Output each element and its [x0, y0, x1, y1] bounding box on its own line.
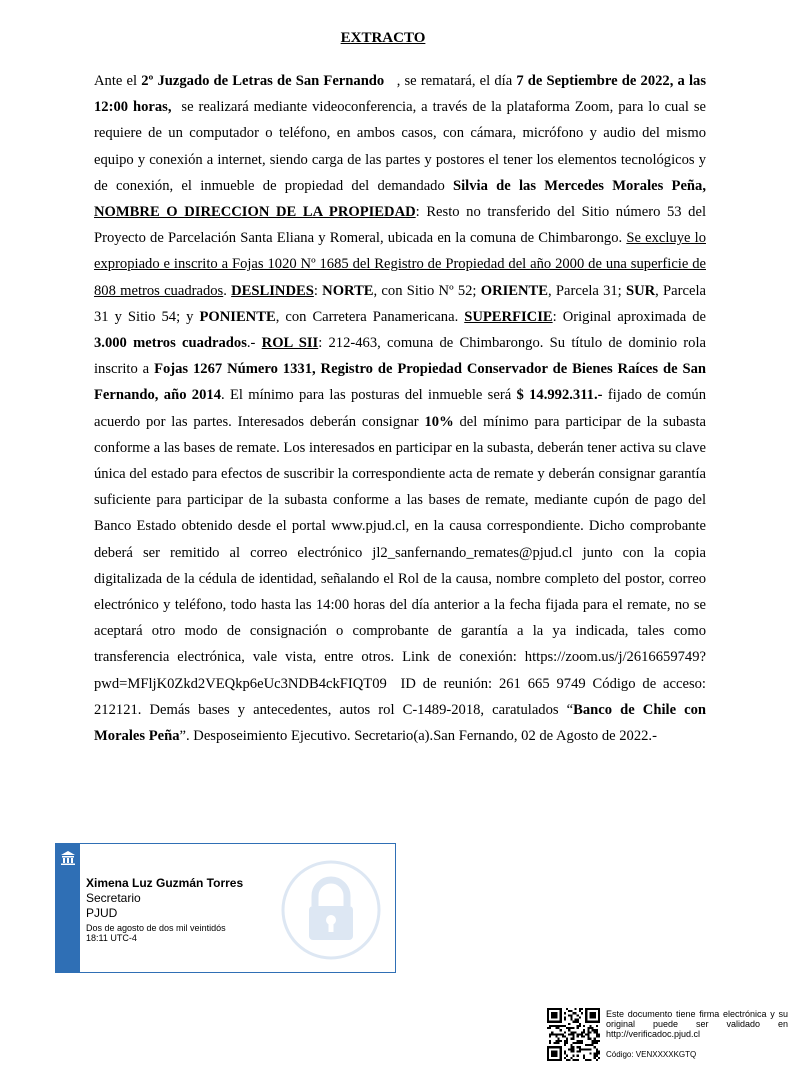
body-segment: SUPERFICIE	[464, 308, 553, 325]
body-segment: NORTE	[322, 282, 374, 299]
extract-body	[94, 68, 706, 749]
body-segment: PONIENTE	[199, 308, 276, 325]
body-segment: DESLINDES	[231, 282, 314, 299]
body-segment: , con Sitio Nº 52;	[373, 282, 481, 299]
body-segment: Banco de Chile con Morales Peña	[94, 701, 707, 745]
body-segment: 3.000 metros cuadrados	[94, 335, 247, 352]
body-segment: :	[313, 282, 323, 299]
qr-code-icon	[547, 1008, 600, 1061]
courthouse-icon	[60, 850, 76, 866]
body-segment: Se excluye lo expropiado e inscrito a Fojas 1020 Nº 1685 del Registro de Propiedad del año 2000 de una superficie de 808 metros cuadrados	[94, 230, 706, 299]
body-segment: fijado de común acuerdo por las partes. Interesados deberán consignar	[94, 387, 706, 430]
signature-time-line: 18:11 UTC-4	[86, 933, 137, 943]
body-segment: SUR	[625, 282, 656, 299]
signer-name: Ximena Luz Guzmán Torres	[86, 876, 244, 890]
body-segment: del mínimo para participar de la subasta conforme a las bases de remate. Los interesados en participar en la subasta, deberán tener activa su clave única del estado para efectos de suscribir la correspondiente acta de remate y deberán consignar garantía suficiente para participar de la subasta conforme a las bases de remate, mediante cupón de pago del Banco Estado obtenido desde el portal www.pjud.cl, en la causa correspondiente. Dicho comprobante deberá ser remitido al correo electrónico jl2_sanfernando_remates@pjud.cl junto con la copia digitalizada de la cédula de identidad, señalando el Rol de la causa, nombre completo del postor, correo electrónico y teléfono, todo hasta las 14:00 horas del día anterior a la fecha fijada para el remate, no se aceptará otro modo de consignación o comprobante de garantía a la ya indicada, tales como transferencia electrónica, vale vista, entre otros. Link de conexión: https://zoom.us/j/2616659749?pwd=MFljK0Zkd2VEQkp6eUc3NDB4ckFIQT09 ID de reunión: 261 665 9749 Código de acceso: 212121. Demás bases y antecedentes, autos rol C-1489-2018, caratulados “	[94, 413, 706, 718]
body-segment: , Parcela 31 y Sitio 54; y	[94, 282, 706, 325]
body-segment: , Parcela 31;	[548, 282, 626, 299]
lock-icon	[281, 860, 381, 960]
body-segment: ”. Desposeimiento Ejecutivo. Secretario(a).San Fernando, 02 de Agosto de 2022.-	[179, 728, 657, 745]
document-title: EXTRACTO	[340, 30, 426, 46]
body-segment: .	[223, 282, 232, 299]
verification-code: Código: VENXXXXKGTQ	[606, 1050, 697, 1059]
body-segment: Fojas 1267 Número 1331, Registro de Propiedad Conservador de Bienes Raíces de San Fernando, año 2014	[94, 361, 706, 404]
body-segment: . El mínimo para las posturas del inmueble será	[221, 387, 517, 404]
signer-role: Secretario	[86, 891, 141, 905]
body-segment: : Original aproximada de	[552, 308, 707, 325]
body-segment: ORIENTE	[480, 282, 549, 299]
signature-block	[55, 843, 396, 973]
body-segment: : 212-463, comuna de Chimbarongo. Su título de dominio rola inscrito a	[94, 335, 706, 378]
signature-date-line: Dos de agosto de dos mil veintidós	[86, 923, 226, 933]
body-segment: 7 de Septiembre de 2022, a las 12:00 horas,	[94, 73, 706, 116]
signer-organization: PJUD	[86, 906, 118, 920]
body-segment: se realizará mediante videoconferencia, a través de la plataforma Zoom, para lo cual se requiere de un computador o teléfono, en ambos casos, con cámara, micrófono y audio del mismo equipo y conexión a internet, siendo carga de las partes y postores el tener los elementos tecnológicos y de conexión, el inmueble de propiedad del demandado	[94, 99, 706, 194]
body-segment: , con Carretera Panamericana.	[275, 308, 465, 325]
signature-date	[86, 923, 243, 943]
body-segment: .-	[246, 335, 262, 352]
body-segment: $ 14.992.311.-	[516, 387, 603, 404]
body-segment: ROL SII	[261, 335, 319, 352]
body-segment: Silvia de las Mercedes Morales Peña,	[453, 177, 706, 194]
body-segment: 10%	[424, 413, 454, 430]
signature-side-bar	[56, 844, 80, 972]
body-segment: : Resto no transferido del Sitio número 53 del Proyecto de Parcelación Santa Eliana y Romeral, ubicada en la comuna de Chimbarongo.	[94, 204, 706, 247]
body-segment: NOMBRE O DIRECCION DE LA PROPIEDAD	[94, 204, 416, 221]
body-segment: , se rematará, el día	[384, 73, 517, 89]
body-segment: 2º Juzgado de Letras de San Fernando	[141, 73, 385, 89]
verification-text: Este documento tiene firma electrónica y su original puede ser validado en http://verificadoc.pjud.cl	[606, 1009, 788, 1039]
body-segment: Ante el	[94, 73, 142, 89]
